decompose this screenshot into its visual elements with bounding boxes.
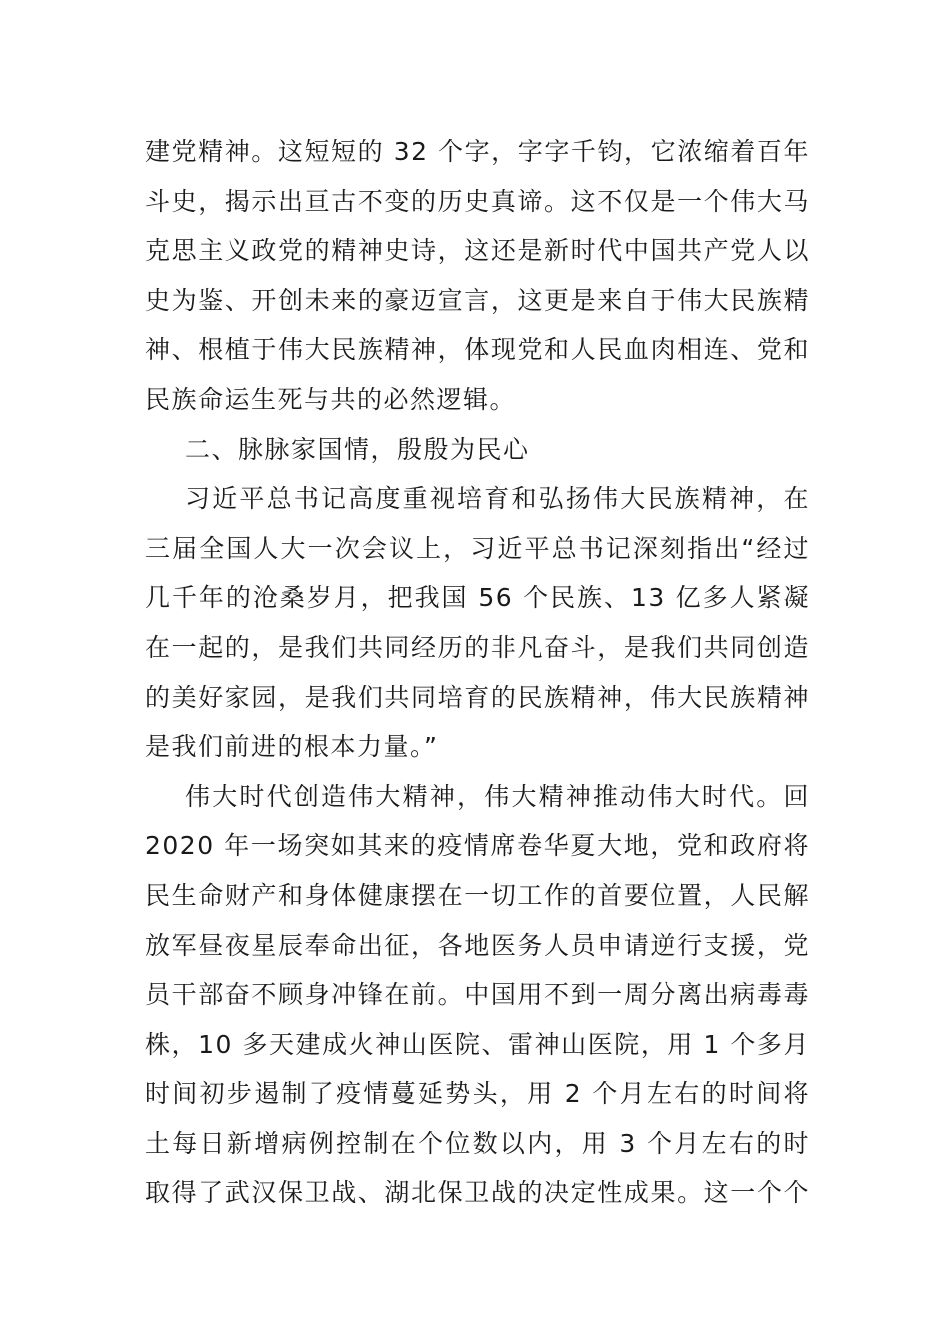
section-heading: 二、脉脉家国情，殷殷为民心 — [185, 434, 530, 464]
text-line: 民族命运生死与共的必然逻辑。 — [145, 384, 517, 414]
text-line: 取得了武汉保卫战、湖北保卫战的决定性成果。这一个个 — [145, 1178, 810, 1208]
text-line: 几千年的沧桑岁月，把我国 56 个民族、13 亿多人紧凝 — [145, 583, 810, 613]
text-line: 建党精神。这短短的 32 个字，字字千钧，它浓缩着百年 — [145, 137, 810, 166]
text-line: 史为鉴、开创未来的豪迈宣言，这更是来自于伟大民族精 — [145, 285, 810, 315]
text-line: 伟大时代创造伟大精神，伟大精神推动伟大时代。回 — [185, 781, 810, 811]
text-line: 放军昼夜星辰奉命出征，各地医务人员申请逆行支援，党 — [145, 930, 810, 960]
text-line: 是我们前进的根本力量。” — [145, 732, 439, 762]
text-line: 克思主义政党的精神史诗，这还是新时代中国共产党人以 — [145, 236, 810, 266]
text-line: 2020 年一场突如其来的疫情席卷华夏大地，党和政府将 — [145, 831, 810, 861]
text-line: 员干部奋不顾身冲锋在前。中国用不到一周分离出病毒毒 — [145, 980, 810, 1010]
text-line: 三届全国人大一次会议上，习近平总书记深刻指出“经过 — [145, 533, 810, 563]
text-line: 习近平总书记高度重视培育和弘扬伟大民族精神，在 — [185, 484, 810, 514]
text-line: 在一起的，是我们共同经历的非凡奋斗，是我们共同创造 — [145, 632, 810, 662]
text-line: 土每日新增病例控制在个位数以内，用 3 个月左右的时 — [145, 1128, 810, 1158]
body-text — [145, 127, 810, 1218]
text-line: 株，10 多天建成火神山医院、雷神山医院，用 1 个多月 — [145, 1029, 810, 1059]
text-line: 斗史，揭示出亘古不变的历史真谛。这不仅是一个伟大马 — [145, 186, 810, 216]
text-line: 民生命财产和身体健康摆在一切工作的首要位置，人民解 — [145, 880, 810, 910]
text-line: 时间初步遏制了疫情蔓延势头，用 2 个月左右的时间将 — [145, 1079, 810, 1109]
text-line: 神、根植于伟大民族精神，体现党和人民血肉相连、党和 — [145, 335, 810, 365]
text-line: 的美好家园，是我们共同培育的民族精神，伟大民族精神 — [145, 682, 810, 712]
